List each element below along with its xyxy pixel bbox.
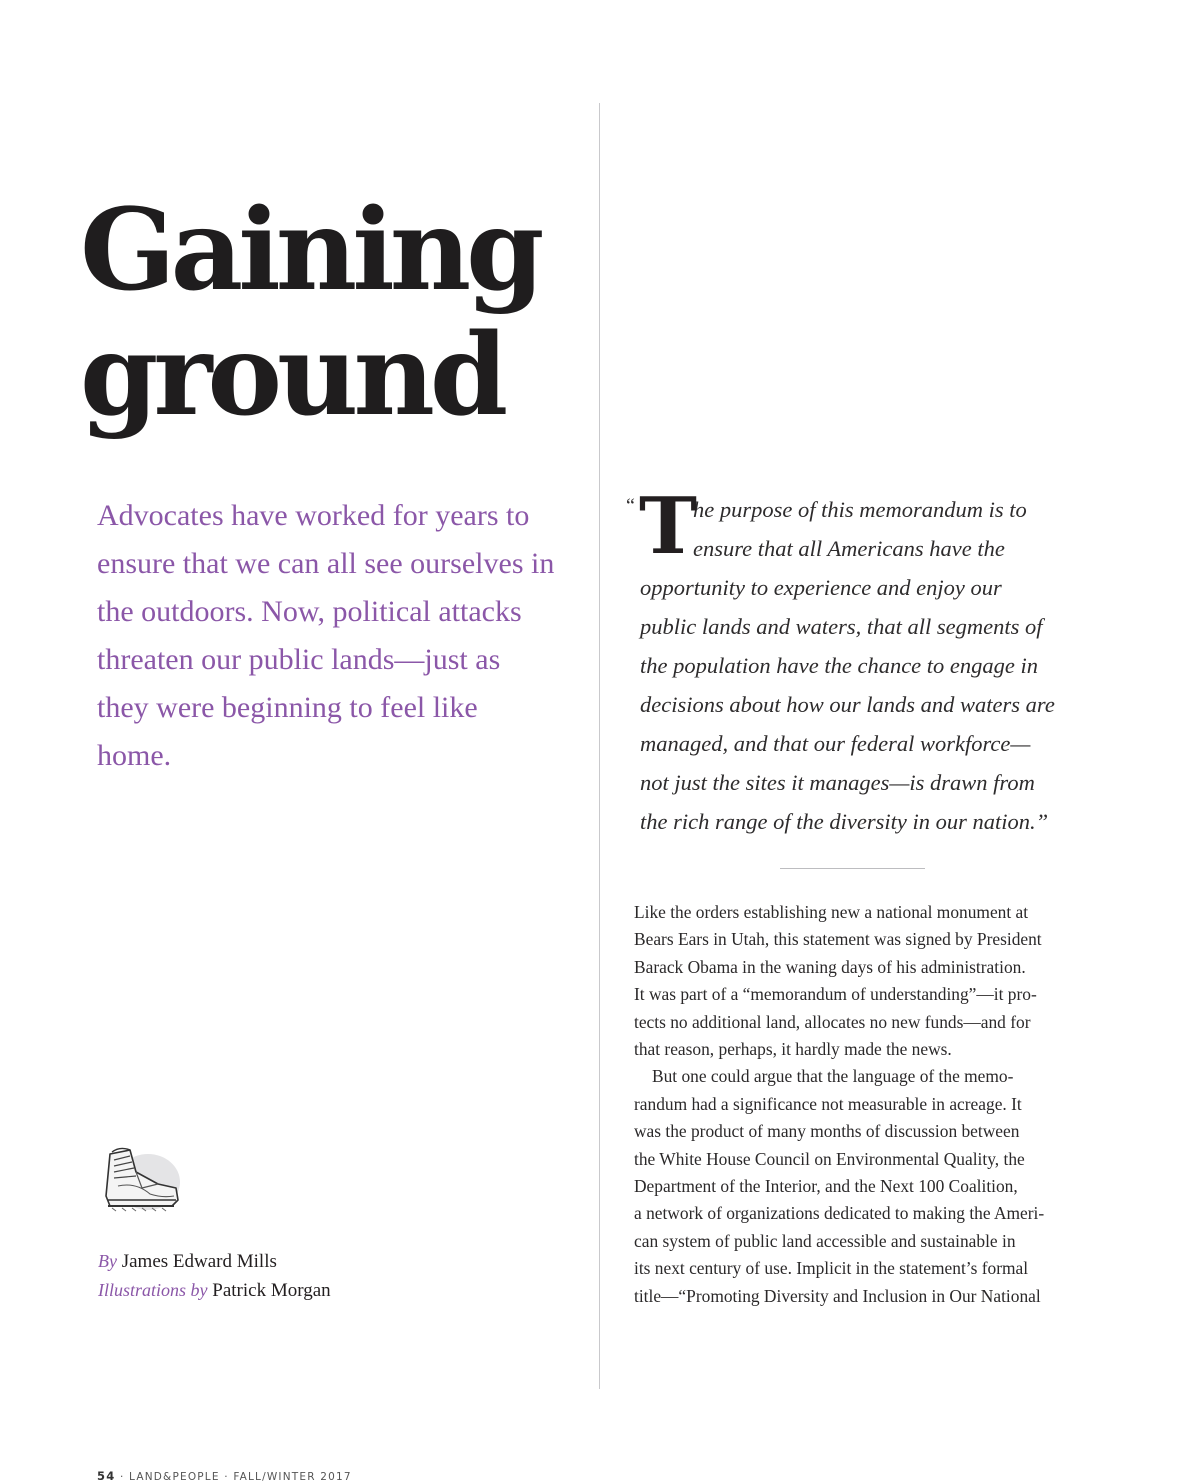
illustrator-name: Patrick Morgan bbox=[212, 1280, 331, 1301]
by-label: By bbox=[98, 1251, 117, 1271]
body-line: the White House Council on Environmental Quality, the bbox=[634, 1148, 1025, 1169]
title-line-2: ground bbox=[80, 310, 504, 441]
body-line: Like the orders establishing new a national monument at bbox=[634, 902, 1029, 922]
footer-separator: · bbox=[119, 1471, 125, 1483]
illustrator-credit bbox=[98, 1276, 331, 1305]
column-divider bbox=[599, 103, 600, 1389]
quote-line: the rich range of the diversity in our nation.” bbox=[640, 809, 1049, 834]
body-line: But one could argue that the language of the memo- bbox=[652, 1066, 1014, 1087]
quote-line: he purpose of this memorandum is to bbox=[693, 497, 1027, 522]
body-line: its next century of use. Implicit in the statement’s formal bbox=[634, 1258, 1029, 1279]
body-line: Bears Ears in Utah, this statement was signed by President bbox=[634, 929, 1042, 950]
body-line: a network of organizations dedicated to making the Ameri- bbox=[634, 1203, 1045, 1224]
section-rule bbox=[780, 868, 925, 869]
pull-quote bbox=[626, 481, 1096, 841]
body-line: Department of the Interior, and the Next 100 Coalition, bbox=[634, 1176, 1018, 1197]
body-line: randum had a significance not measurable in acreage. It bbox=[634, 1093, 1022, 1114]
byline bbox=[98, 1247, 331, 1305]
body-line: can system of public land accessible and sustainable in bbox=[634, 1230, 1016, 1251]
title-line-1: Gaining bbox=[80, 185, 540, 316]
body-line: Barack Obama in the waning days of his administration. bbox=[634, 956, 1026, 977]
body-line: title—“Promoting Diversity and Inclusion in Our National bbox=[634, 1285, 1041, 1306]
drop-cap: T bbox=[639, 481, 698, 572]
quote-line: opportunity to experience and enjoy our bbox=[640, 575, 1002, 600]
author-credit bbox=[98, 1247, 331, 1276]
body-line: that reason, perhaps, it hardly made the news. bbox=[634, 1039, 952, 1060]
page-number: 54 bbox=[97, 1469, 116, 1483]
quote-line: public lands and waters, that all segments of bbox=[640, 614, 1043, 639]
article-deck: Advocates have worked for years to ensure that we can all see ourselves in the outdoors. Now, political attacks threaten our public lands—just as they were beginning to feel like home. bbox=[97, 499, 555, 772]
quote-line: ensure that all Americans have the bbox=[693, 536, 1005, 561]
article-title bbox=[80, 185, 540, 441]
body-line: tects no additional land, allocates no new funds—and for bbox=[634, 1011, 1031, 1032]
quote-line: decisions about how our lands and waters are bbox=[640, 692, 1055, 717]
illustrations-label: Illustrations by bbox=[98, 1280, 208, 1300]
quote-line: the population have the chance to engage in bbox=[640, 653, 1039, 678]
footer-separator: · bbox=[224, 1471, 229, 1483]
opening-quote-mark: “ bbox=[626, 495, 635, 517]
body-line: was the product of many months of discussion between bbox=[634, 1121, 1020, 1142]
body-text bbox=[634, 899, 1114, 1310]
author-name: James Edward Mills bbox=[121, 1251, 277, 1272]
issue-label: FALL/WINTER 2017 bbox=[233, 1471, 352, 1483]
page-footer bbox=[97, 1469, 352, 1483]
body-line: It was part of a “memorandum of understanding”—it pro- bbox=[634, 984, 1037, 1005]
publication-name: LAND&PEOPLE bbox=[129, 1471, 220, 1483]
hiking-boot-icon bbox=[96, 1142, 184, 1218]
quote-line: managed, and that our federal workforce— bbox=[640, 731, 1031, 756]
quote-line: not just the sites it manages—is drawn from bbox=[640, 770, 1035, 795]
